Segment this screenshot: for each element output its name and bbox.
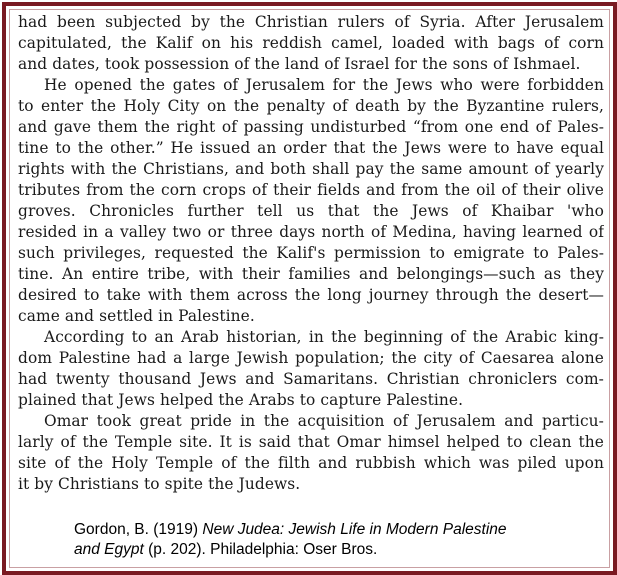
citation [74, 520, 507, 560]
excerpt-line: dom Palestine had a large Jewish population; the city of Caesarea alone [18, 349, 604, 367]
excerpt-line: had twenty thousand Jews and Samaritans. Christian chroniclers com- [18, 370, 604, 388]
citation-title-continued: and Egypt [74, 541, 144, 558]
citation-publication: (p. 202). Philadelphia: Oser Bros. [143, 541, 378, 558]
excerpt-line: tine. An entire tribe, with their families and belongings—such as they [18, 265, 604, 283]
excerpt-line: and gave them the right of passing undisturbed “from one end of Pales- [18, 118, 604, 136]
excerpt-line: resided in a valley two or three days north of Medina, having learned of [18, 223, 604, 241]
inner-frame [9, 9, 610, 568]
excerpt-line: site of the Holy Temple of the filth and rubbish which was piled upon [18, 454, 604, 472]
excerpt-line: According to an Arab historian, in the beginning of the Arabic king- [44, 328, 604, 346]
citation-title: New Judea: Jewish Life in Modern Palestine [202, 521, 507, 538]
book-excerpt [18, 12, 604, 495]
excerpt-line: it by Christians to spite the Judews. [18, 475, 301, 493]
outer-frame [2, 2, 617, 575]
citation-line-1 [74, 520, 507, 540]
excerpt-line: to enter the Holy City on the penalty of death by the Byzantine rulers, [18, 97, 604, 115]
citation-line-2 [74, 540, 507, 560]
excerpt-line: rights with the Christians, and both shall pay the same amount of yearly [18, 160, 604, 178]
excerpt-line: tributes from the corn crops of their fields and from the oil of their olive [18, 181, 604, 199]
excerpt-line: desired to take with them across the long journey through the desert— [18, 286, 604, 304]
excerpt-line: and dates, took possession of the land of Israel for the sons of Ishmael. [18, 55, 581, 73]
excerpt-line: such privileges, requested the Kalif's permission to emigrate to Pales- [18, 244, 604, 262]
excerpt-line: plained that Jews helped the Arabs to capture Palestine. [18, 391, 464, 409]
excerpt-line: Omar took great pride in the acquisition of Jerusalem and particu- [44, 412, 604, 430]
excerpt-line: He opened the gates of Jerusalem for the Jews who were forbidden [44, 76, 604, 94]
excerpt-line: groves. Chronicles further tell us that the Jews of Khaibar 'who [18, 202, 604, 220]
citation-author-year: Gordon, B. (1919) [74, 521, 203, 538]
excerpt-line: tine to the other.” He issued an order that the Jews were to have equal [18, 139, 604, 157]
excerpt-line: capitulated, the Kalif on his reddish camel, loaded with bags of corn [18, 34, 604, 52]
excerpt-line: had been subjected by the Christian rulers of Syria. After Jerusalem [18, 13, 604, 31]
excerpt-line: larly of the Temple site. It is said that Omar himsel helped to clean the [18, 433, 604, 451]
excerpt-line: came and settled in Palestine. [18, 307, 255, 325]
